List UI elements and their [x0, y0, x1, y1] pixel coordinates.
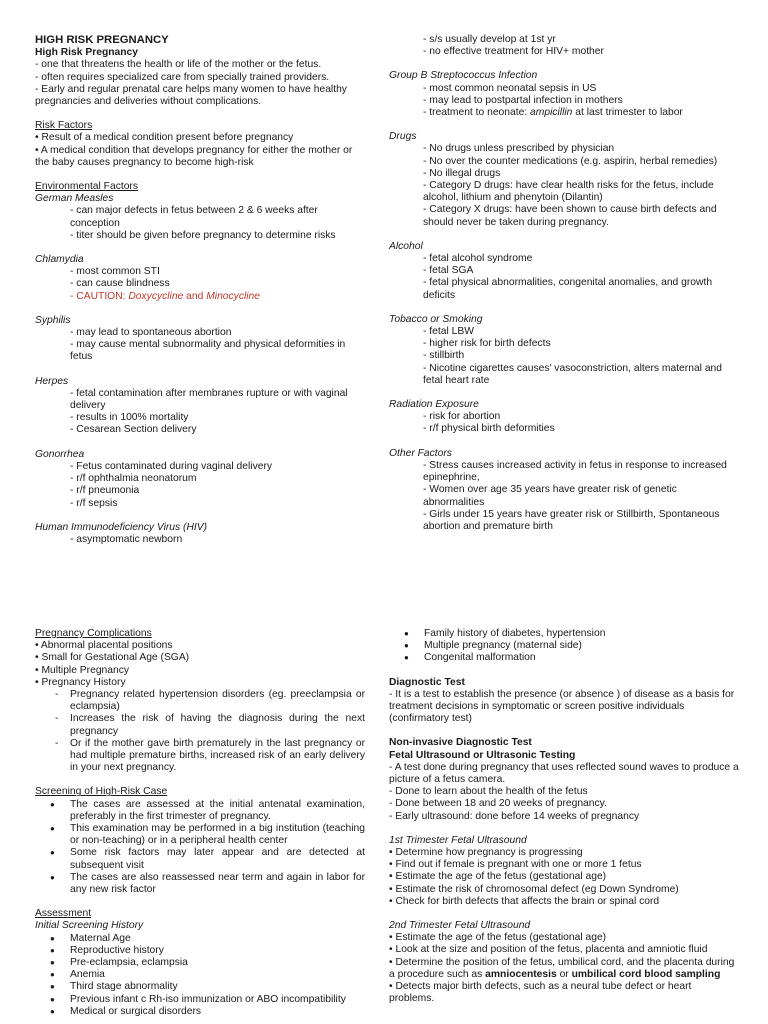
- alcohol-item: - fetal SGA: [423, 265, 474, 277]
- german-measles-item: - can major defects in fetus between 2 & 6 weeks after conception: [70, 205, 318, 229]
- list-item: ● This examination may be performed in a big institution (teaching or non-teaching) or in a peripheral health center: [35, 823, 365, 847]
- complications-heading: Pregnancy Complications: [35, 628, 152, 639]
- hiv-item: - no effective treatment for HIV+ mother: [423, 46, 604, 58]
- caution-prefix: - CAUTION:: [70, 290, 129, 302]
- gbs-treatment-drug: ampicillin: [530, 107, 573, 119]
- gbs-treatment-suffix: at last trimester to labor: [572, 107, 683, 119]
- radiation-title: Radiation Exposure: [389, 399, 479, 411]
- gbs-item: - most common neonatal sepsis in US: [423, 82, 597, 94]
- tobacco-item: - fetal LBW: [423, 326, 474, 338]
- gbs-treatment: [389, 107, 739, 119]
- list-item: ● Third stage abnormality: [35, 981, 365, 993]
- tobacco-item: - stillbirth: [423, 350, 465, 362]
- herpes-item: - fetal contamination after membranes rupture or with vaginal delivery: [70, 387, 348, 412]
- second-trimester-item: • Look at the size and position of the fetus, placenta and amniotic fluid: [389, 944, 708, 956]
- noninvasive-item: - A test done during pregnancy that uses reflected sound waves to produce a picture of a fetus camera.: [389, 761, 739, 786]
- list-item: - Or if the mother gave birth prematurely in the last pregnancy or had multiple premature births, increased risk of an early delivery in your next pregnancy.: [35, 738, 365, 775]
- complication-item: • Multiple Pregnancy: [35, 664, 130, 676]
- herpes-item: - Cesarean Section delivery: [70, 424, 197, 436]
- first-trimester-item: • Determine how pregnancy is progressing: [389, 847, 583, 859]
- noninvasive-subtitle: Fetal Ultrasound or Ultrasonic Testing: [389, 749, 576, 761]
- tobacco-item: - Nicotine cigarettes causes' vasoconstriction, alters maternal and fetal heart rate: [423, 362, 722, 386]
- list-item: ● Anemia: [35, 969, 365, 981]
- noninvasive-title: Non-invasive Diagnostic Test: [389, 737, 532, 749]
- list-item: ● The cases are also reassessed near term and again in labor for any new risk factor: [35, 872, 365, 896]
- risk-factor-item: • Result of a medical condition present before pregnancy: [35, 132, 294, 144]
- gonorrhea-item: - r/f ophthalmia neonatorum: [70, 473, 197, 485]
- complication-item: • Pregnancy History: [35, 676, 126, 688]
- radiation-item: - risk for abortion: [423, 411, 501, 423]
- bottom-right-column: [389, 628, 739, 1005]
- second-trimester-title: 2nd Trimester Fetal Ultrasound: [389, 920, 531, 932]
- assessment-list: [35, 933, 365, 1018]
- procedure-amniocentesis: amniocentesis: [485, 968, 557, 980]
- list-item: ● Previous infant c Rh-iso immunization or ABO incompatibility: [35, 994, 365, 1006]
- gonorrhea-item: - r/f pneumonia: [70, 485, 140, 497]
- top-right-column: [389, 34, 739, 533]
- assessment-subheading: Initial Screening History: [35, 920, 144, 932]
- assessment-heading: Assessment: [35, 908, 92, 920]
- syphilis-title: Syphilis: [35, 314, 71, 326]
- drugs-item: - Category X drugs: have been shown to cause birth defects and should never be taken during pregnancy.: [423, 204, 717, 228]
- radiation-item: - r/f physical birth deformities: [423, 423, 555, 435]
- chlamydia-title: Chlamydia: [35, 254, 84, 266]
- hiv-item: - s/s usually develop at 1st yr: [423, 34, 556, 45]
- alcohol-title: Alcohol: [389, 240, 423, 252]
- other-factors-title: Other Factors: [389, 447, 452, 459]
- hiv-title: Human Immunodeficiency Virus (HIV): [35, 521, 208, 533]
- risk-factors-heading: Risk Factors: [35, 120, 93, 132]
- first-trimester-title: 1st Trimester Fetal Ultrasound: [389, 834, 527, 846]
- gonorrhea-item: - Fetus contaminated during vaginal delivery: [70, 460, 273, 472]
- other-factors-item: - Girls under 15 years have greater risk or Stillbirth, Spontaneous abortion and premature birth: [423, 508, 720, 532]
- environmental-heading: Environmental Factors: [35, 181, 139, 193]
- list-item: ● Family history of diabetes, hypertension: [389, 628, 739, 640]
- noninvasive-item: - Done to learn about the health of the fetus: [389, 786, 588, 798]
- second-trimester-item: • Detects major birth defects, such as a neural tube defect or heart problems.: [389, 981, 692, 1005]
- list-item: - Increases the risk of having the diagnosis during the next pregnancy: [35, 713, 365, 737]
- caution-drug: Minocycline: [206, 290, 260, 302]
- procedure-prefix: • Determine the position of the fetus, umbilical cord, and the placenta during a procedure such as: [389, 956, 735, 980]
- intro-line: - often requires specialized care from specially trained providers.: [35, 71, 330, 83]
- procedure-cord-sampling: umbilical cord blood sampling: [571, 968, 721, 980]
- drugs-item: - Category D drugs: have clear health risks for the fetus, include alcohol, lithium and phenytoin (Dilantin): [423, 180, 714, 204]
- list-item: ● Congenital malformation: [389, 652, 739, 664]
- screening-heading: Screening of High-Risk Case: [35, 786, 168, 798]
- document-subtitle: High Risk Pregnancy: [35, 47, 138, 59]
- tobacco-title: Tobacco or Smoking: [389, 313, 483, 325]
- assessment-list-continued: [389, 628, 739, 665]
- second-trimester-item: • Estimate the age of the fetus (gestational age): [389, 932, 607, 944]
- bottom-left-column: [35, 628, 365, 1018]
- herpes-title: Herpes: [35, 375, 69, 387]
- top-left-column: [35, 34, 365, 546]
- noninvasive-item: - Done between 18 and 20 weeks of pregnancy.: [389, 798, 607, 810]
- caution-and: and: [183, 290, 207, 302]
- pregnancy-history-list: [35, 689, 365, 774]
- alcohol-item: - fetal physical abnormalities, congenital anomalies, and growth deficits: [423, 277, 713, 301]
- intro-line: - one that threatens the health or life of the mother or the fetus.: [35, 59, 322, 71]
- first-trimester-item: • Check for birth defects that affects the brain or spinal cord: [389, 895, 660, 907]
- caution-drug: Doxycycline: [128, 290, 184, 302]
- complication-item: • Abnormal placental positions: [35, 640, 173, 652]
- first-trimester-item: • Estimate the risk of chromosomal defect (eg Down Syndrome): [389, 883, 679, 895]
- drugs-item: - No over the counter medications (e.g. aspirin, herbal remedies): [423, 155, 718, 167]
- procedure-or: or: [556, 968, 572, 980]
- gonorrhea-item: - r/f sepsis: [70, 497, 118, 509]
- drugs-item: - No illegal drugs: [423, 167, 501, 179]
- drugs-item: - No drugs unless prescribed by physician: [423, 143, 615, 155]
- gbs-item: - may lead to postpartal infection in mothers: [423, 94, 623, 106]
- gbs-title: Group B Streptococcus Infection: [389, 70, 538, 82]
- syphilis-item: - may lead to spontaneous abortion: [70, 327, 232, 339]
- diagnostic-title: Diagnostic Test: [389, 676, 465, 688]
- second-trimester-procedure: [389, 957, 739, 981]
- list-item: ● Multiple pregnancy (maternal side): [389, 640, 739, 652]
- hiv-item: - asymptomatic newborn: [70, 533, 183, 545]
- other-factors-item: - Women over age 35 years have greater risk of genetic abnormalities: [423, 484, 677, 508]
- list-item: ● The cases are assessed at the initial antenatal examination, preferably in the first trimester of pregnancy.: [35, 799, 365, 823]
- first-trimester-item: • Find out if female is pregnant with one or more 1 fetus: [389, 859, 642, 871]
- chlamydia-item: - most common STI: [70, 266, 160, 278]
- diagnostic-text: - It is a test to establish the presence (or absence ) of disease as a basis for treatment decisions in symptomatic or screen positive individuals (confirmatory test): [389, 688, 735, 725]
- german-measles-item: - titer should be given before pregnancy to determine risks: [70, 229, 336, 241]
- other-factors-item: - Stress causes increased activity in fetus in response to increased epinephrine,: [423, 459, 727, 484]
- tobacco-item: - higher risk for birth defects: [423, 338, 551, 350]
- gonorrhea-title: Gonorrhea: [35, 448, 85, 460]
- list-item: ● Some risk factors may later appear and are detected at subsequent visit: [35, 847, 365, 871]
- drugs-title: Drugs: [389, 131, 417, 143]
- noninvasive-item: - Early ultrasound: done before 14 weeks of pregnancy: [389, 810, 640, 822]
- chlamydia-caution: [35, 291, 365, 303]
- list-item: ● Pre-eclampsia, eclampsia: [35, 957, 365, 969]
- screening-list: [35, 799, 365, 897]
- german-measles-title: German Measles: [35, 193, 114, 205]
- complication-item: • Small for Gestational Age (SGA): [35, 652, 190, 664]
- intro-line: - Early and regular prenatal care helps many women to have healthy pregnancies and deliveries without complications.: [35, 83, 347, 108]
- risk-factor-item: • A medical condition that develops pregnancy for either the mother or the baby causes pregnancy to become high-risk: [35, 144, 353, 168]
- list-item: ● Maternal Age: [35, 933, 365, 945]
- list-item: ● Reproductive history: [35, 945, 365, 957]
- list-item: - Pregnancy related hypertension disorders (eg. preeclampsia or eclampsia): [35, 689, 365, 713]
- gbs-treatment-prefix: - treatment to neonate:: [423, 107, 531, 119]
- syphilis-item: - may cause mental subnormality and physical deformities in fetus: [70, 339, 346, 363]
- first-trimester-item: • Estimate the age of the fetus (gestational age): [389, 871, 607, 883]
- list-item: ● Medical or surgical disorders: [35, 1006, 365, 1018]
- chlamydia-item: - can cause blindness: [70, 278, 170, 290]
- herpes-item: - results in 100% mortality: [70, 412, 189, 424]
- alcohol-item: - fetal alcohol syndrome: [423, 253, 533, 265]
- document-title: HIGH RISK PREGNANCY: [35, 34, 169, 46]
